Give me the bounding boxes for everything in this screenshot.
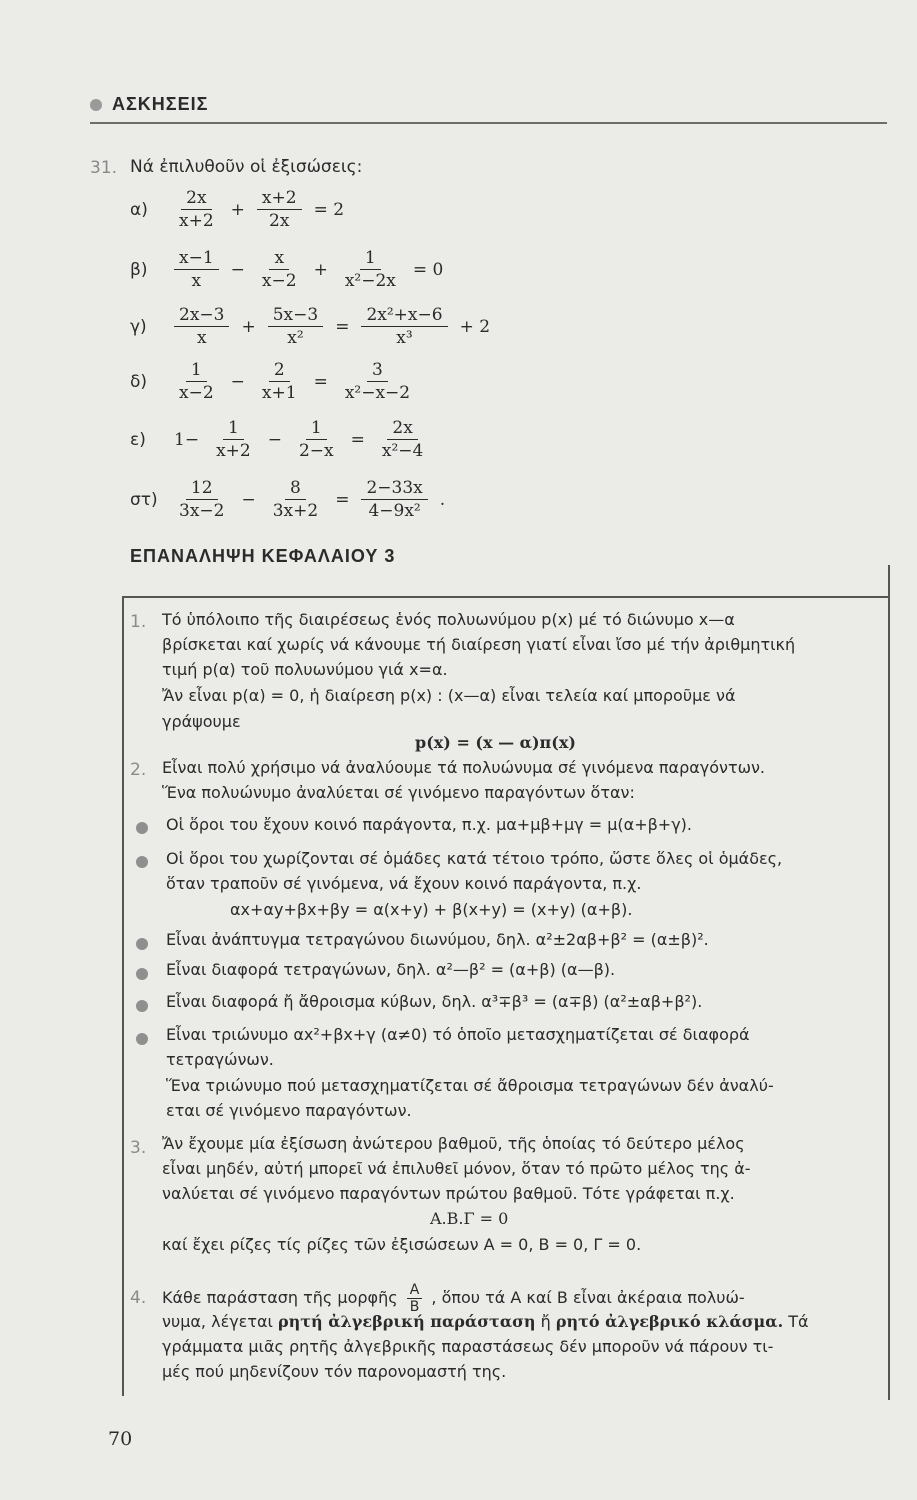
denominator: x²−x−2 (344, 383, 411, 403)
numerator: 2−33x (361, 478, 427, 500)
equation-operator: − (230, 259, 245, 280)
equation-operator: − (230, 371, 245, 392)
fraction (257, 188, 302, 231)
box-border-top (122, 596, 890, 598)
bullet-6-line-2: τετραγώνων. (166, 1050, 274, 1069)
equation-operator: 1− (174, 429, 200, 450)
exercise-title: Νά ἐπιλυθοῦν οἱ ἐξισώσεις: (130, 157, 363, 177)
numerator: x−1 (174, 248, 219, 270)
item-number-2: 2. (130, 760, 147, 780)
fraction (361, 305, 447, 348)
p4-line-1-post: , ὅπου τά Α καί Β εἶναι ἀκέραια πολυώ- (431, 1288, 745, 1307)
bullet-icon (136, 1033, 148, 1045)
numerator: 2x (387, 418, 417, 440)
formula-3: Α.Β.Γ = 0 (430, 1209, 509, 1228)
equation-operator: + (230, 199, 245, 220)
equation-row (130, 305, 496, 348)
bullet-1: Οἱ ὅροι του ἔχουν κοινό παράγοντα, π.χ. μα+μβ+μγ = μ(α+β+γ). (166, 815, 693, 834)
bullet-2-line-3: αx+αy+βx+βy = α(x+y) + β(x+y) = (x+y) (α+β). (230, 900, 633, 919)
numerator: x (269, 248, 289, 270)
fraction (294, 418, 339, 461)
item-number-1: 1. (130, 612, 147, 632)
fraction (257, 360, 302, 403)
equation-row (130, 418, 434, 461)
p3-line-4: καί ἔχει ρίζες τίς ρίζες τῶν ἐξισώσεων Α = 0, Β = 0, Γ = 0. (162, 1235, 642, 1254)
equation-operator: + 2 (459, 316, 491, 337)
box-border-right (888, 565, 890, 1400)
p4-line-2 (162, 1312, 809, 1331)
fraction (174, 305, 229, 348)
numerator: 2x−3 (174, 305, 229, 327)
review-title: ΕΠΑΝΑΛΗΨΗ ΚΕΦΑΛΑΙΟΥ 3 (130, 546, 396, 566)
equation-operator: = (350, 429, 365, 450)
header-rule (90, 122, 887, 124)
denominator: 3x+2 (272, 501, 319, 521)
fraction (361, 478, 427, 521)
denominator: x³ (396, 328, 413, 348)
equation-operator: − (241, 489, 256, 510)
item-number-4: 4. (130, 1288, 147, 1308)
fraction (174, 188, 219, 231)
numerator: 12 (186, 478, 218, 500)
equation-operator: − (267, 429, 282, 450)
section-heading (90, 94, 208, 115)
bullet-4: Εἶναι διαφορά τετραγώνων, δηλ. α²—β² = (α+β) (α—β). (166, 960, 616, 979)
p1-line-4: Ἄν εἶναι p(α) = 0, ἡ διαίρεση p(x) : (x—α) εἶναι τελεία καί μποροῦμε νά (162, 686, 736, 705)
denominator: 4−9x² (368, 501, 421, 521)
bullet-5: Εἶναι διαφορά ἤ ἄθροισμα κύβων, δηλ. α³∓β³ = (α∓β) (α²±αβ+β²). (166, 992, 703, 1011)
numerator: 3 (367, 360, 388, 382)
section-title: ΑΣΚΗΣΕΙΣ (112, 94, 209, 114)
denominator: x−2 (179, 383, 214, 403)
p4-line-3: γράμματα μιᾶς ρητῆς ἀλγεβρικῆς παραστάσεως δέν μποροῦν νά πάρουν τι- (162, 1337, 774, 1356)
fraction (174, 248, 219, 291)
denominator: x²−4 (381, 441, 424, 461)
denominator: x+1 (261, 383, 297, 403)
equation-operator: = (335, 489, 350, 510)
numerator: 1 (306, 418, 327, 440)
fraction (340, 248, 401, 291)
p4-line-1-pre: Κάθε παράσταση τῆς μορφῆς (162, 1288, 398, 1307)
term-rational-fraction: ρητό ἀλγεβρικό κλάσμα. (555, 1312, 784, 1331)
bullet-6-line-3: Ἕνα τριώνυμο πού μετασχηματίζεται σέ ἄθροισμα τετραγώνων δέν ἀναλύ- (166, 1076, 774, 1095)
fraction (174, 360, 219, 403)
denominator: 2x (269, 211, 290, 231)
p1-line-2: βρίσκεται καί χωρίς νά κάνουμε τή διαίρεση γιατί εἶναι ἴσο μέ τήν ἀριθμητική (162, 635, 796, 654)
equation-operator: = (313, 371, 328, 392)
bullet-icon (136, 1000, 148, 1012)
box-border-left (122, 596, 124, 1396)
bullet-6-line-4: εται σέ γινόμενο παραγόντων. (166, 1101, 412, 1120)
equation-operator: . (439, 489, 446, 510)
fraction (174, 478, 229, 521)
bullet-icon (90, 99, 102, 111)
fraction-numerator: Α (407, 1282, 423, 1299)
equation-label: δ) (130, 371, 148, 392)
fraction (340, 360, 415, 403)
denominator: 3x−2 (179, 501, 225, 521)
denominator: x+2 (179, 211, 214, 231)
equation-row (130, 360, 421, 403)
p3-line-2: εἶναι μηδέν, αὐτή μπορεῖ νά ἐπιλυθεῖ μόνον, ὅταν τό πρῶτο μέλος της ἀ- (162, 1159, 751, 1178)
p1-line-3: τιμή p(α) τοῦ πολυωνύμου γιά x=α. (162, 660, 448, 679)
p4-line-4: μές πού μηδενίζουν τόν παρονομαστή της. (162, 1362, 507, 1381)
p2-line-2: Ἕνα πολυώνυμο ἀναλύεται σέ γινόμενο παραγόντων ὅταν: (162, 783, 635, 802)
p1-line-1: Τό ὑπόλοιπο τῆς διαιρέσεως ἑνός πολυωνύμου p(x) μέ τό διώνυμο x—α (162, 610, 735, 629)
equation-label: ε) (130, 429, 146, 450)
p1-line-5: γράψουμε (162, 712, 241, 731)
equation-label: β) (130, 259, 148, 280)
bullet-2-line-2: ὅταν τραποῦν σέ γινόμενα, νά ἔχουν κοινό παράγοντα, π.χ. (166, 874, 642, 893)
equation-operator: = (335, 316, 350, 337)
equation-operator: + (241, 316, 256, 337)
p4-line-1 (162, 1282, 745, 1315)
equation-row (130, 248, 449, 291)
bullet-2-line-1: Οἱ ὅροι του χωρίζονται σέ ὁμάδες κατά τέτοιο τρόπο, ὥστε ὅλες οἱ ὁμάδες, (166, 849, 783, 868)
denominator: 2−x (298, 441, 334, 461)
bullet-icon (136, 968, 148, 980)
bullet-icon (136, 822, 148, 834)
p4-line-2-post: Τά (788, 1312, 809, 1331)
fraction-denominator: Β (409, 1299, 420, 1315)
equation-label: γ) (130, 316, 147, 337)
equation-operator: + (313, 259, 328, 280)
p4-line-2-pre: νυμα, λέγεται (162, 1312, 273, 1331)
p3-line-1: Ἄν ἔχουμε μία ἐξίσωση ἀνώτερου βαθμοῦ, τῆς ὁποίας τό δεύτερο μέλος (162, 1134, 745, 1153)
numerator: 2x (181, 188, 211, 210)
numerator: x+2 (257, 188, 302, 210)
numerator: 1 (223, 418, 244, 440)
p2-line-1: Εἶναι πολύ χρήσιμο νά ἀναλύουμε τά πολυώνυμα σέ γινόμενα παραγόντων. (162, 758, 766, 777)
numerator: 1 (186, 360, 207, 382)
denominator: x−2 (261, 271, 297, 291)
denominator: x²−2x (344, 271, 396, 291)
numerator: 2 (269, 360, 290, 382)
equation-operator: = 0 (412, 259, 444, 280)
exercise-number: 31. (90, 158, 118, 178)
equation-operator: = 2 (313, 199, 345, 220)
formula-1: p(x) = (x — α)π(x) (415, 733, 576, 752)
numerator: 1 (360, 248, 381, 270)
item-number-3: 3. (130, 1138, 147, 1158)
numerator: 8 (285, 478, 306, 500)
fraction-a-over-b (407, 1282, 423, 1315)
fraction (268, 478, 323, 521)
bullet-icon (136, 938, 148, 950)
equation-row (130, 188, 350, 231)
numerator: 5x−3 (268, 305, 323, 327)
p3-line-3: ναλύεται σέ γινόμενο παραγόντων πρώτου βαθμοῦ. Τότε γράφεται π.χ. (162, 1184, 735, 1203)
bullet-icon (136, 856, 148, 868)
fraction (377, 418, 428, 461)
bullet-3: Εἶναι ἀνάπτυγμα τετραγώνου διωνύμου, δηλ. α²±2αβ+β² = (α±β)². (166, 930, 709, 949)
denominator: x+2 (216, 441, 251, 461)
denominator: x (196, 328, 207, 348)
equation-row (130, 478, 451, 521)
fraction (257, 248, 302, 291)
denominator: x² (287, 328, 304, 348)
fraction (268, 305, 323, 348)
bullet-6-line-1: Εἶναι τριώνυμο αx²+βx+γ (α≠0) τό ὁποῖο μετασχηματίζεται σέ διαφορά (166, 1025, 750, 1044)
denominator: x (191, 271, 202, 291)
equation-label: στ) (130, 489, 158, 510)
numerator: 2x²+x−6 (361, 305, 447, 327)
page-number: 70 (108, 1428, 133, 1450)
term-rational-expression: ρητή ἀλγεβρική παράσταση (278, 1312, 536, 1331)
p4-line-2-mid: ἤ (540, 1312, 551, 1331)
equation-label: α) (130, 199, 148, 220)
fraction (211, 418, 256, 461)
